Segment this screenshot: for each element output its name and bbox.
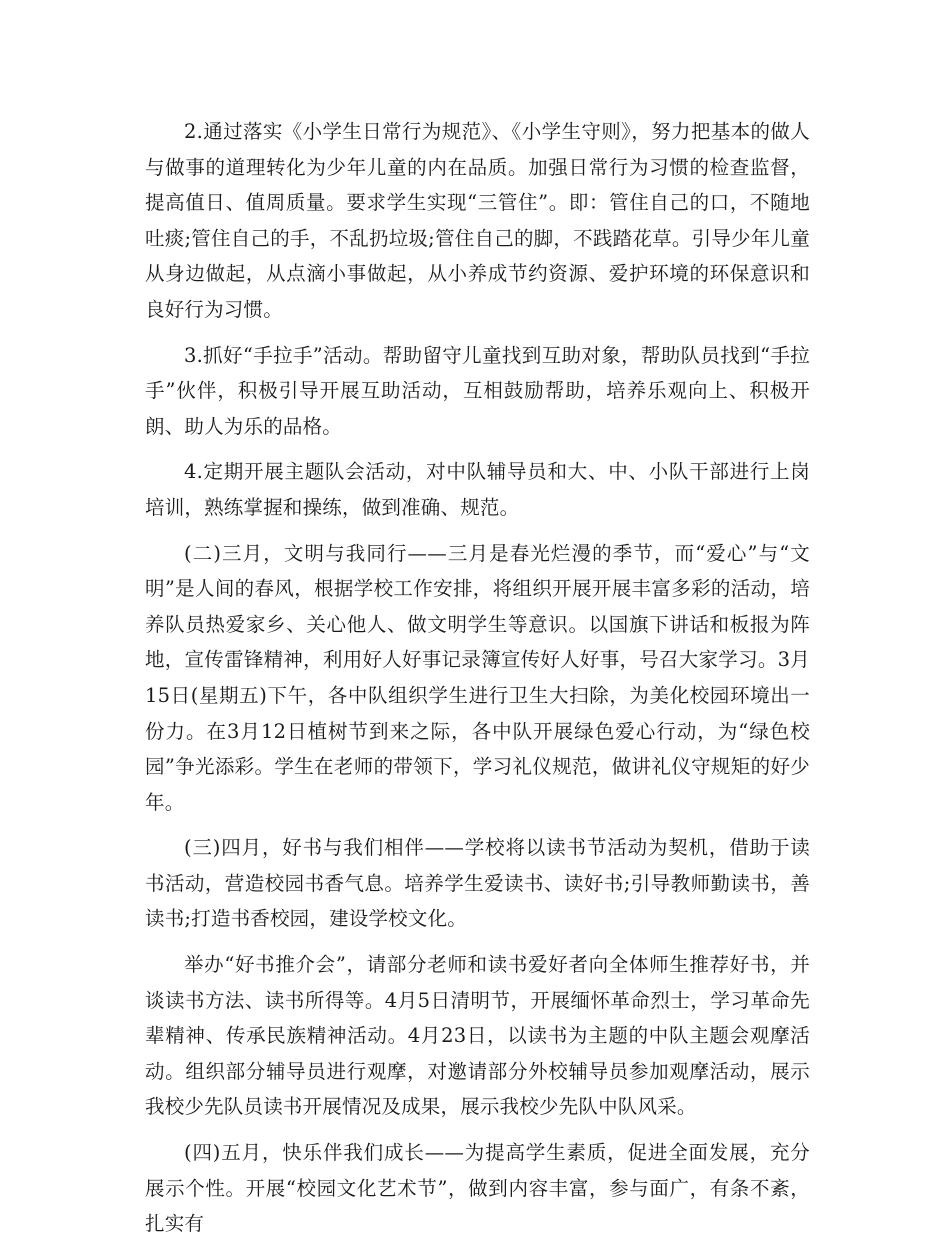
paragraph-item-4: 4.定期开展主题队会活动，对中队辅导员和大、中、小队干部进行上岗培训，熟练掌握和操练，做到准确、规范。 [145, 460, 810, 519]
paragraph-item-3: 3.抓好“手拉手”活动。帮助留守儿童找到互助对象，帮助队员找到“手拉手”伙伴，积极引导开展互助活动，互相鼓励帮助，培养乐观向上、积极开朗、助人为乐的品格。 [145, 343, 810, 438]
document-body [145, 114, 810, 1252]
paragraph-april: (三)四月，好书与我们相伴——学校将以读书节活动为契机，借助于读书活动，营造校园书香气息。培养学生爱读书、读好书;引导教师勤读书，善读书;打造书香校园，建设学校文化。 [145, 836, 810, 931]
paragraph-book-recommendation: 举办“好书推介会”，请部分老师和读书爱好者向全体师生推荐好书，并谈读书方法、读书所得等。4月5日清明节，开展缅怀革命烈士，学习革命先辈精神、传承民族精神活动。4月23日，以读书为主题的中队主题会观摩活动。组织部分辅导员进行观摩，对邀请部分外校辅导员参加观摩活动，展示我校少先队员读书开展情况及成果，展示我校少先队中队风采。 [145, 953, 810, 1119]
paragraph-march: (二)三月，文明与我同行——三月是春光烂漫的季节，而“爱心”与“文明”是人间的春风，根据学校工作安排，将组织开展开展丰富多彩的活动，培养队员热爱家乡、关心他人、做文明学生等意识。以国旗下讲话和板报为阵地，宣传雷锋精神，利用好人好事记录簿宣传好人好事，号召大家学习。3月15日(星期五)下午，各中队组织学生进行卫生大扫除，为美化校园环境出一份力。在3月12日植树节到来之际，各中队开展绿色爱心行动，为“绿色校园”争光添彩。学生在老师的带领下，学习礼仪规范，做讲礼仪守规矩的好少年。 [145, 541, 810, 814]
paragraph-may: (四)五月，快乐伴我们成长——为提高学生素质，促进全面发展，充分展示个性。开展“校园文化艺术节”，做到内容丰富，参与面广，有条不紊，扎实有 [145, 1141, 810, 1236]
paragraph-item-2: 2.通过落实《小学生日常行为规范》、《小学生守则》，努力把基本的做人与做事的道理转化为少年儿童的内在品质。加强日常行为习惯的检查监督，提高值日、值周质量。要求学生实现“三管住”。即：管住自己的口，不随地吐痰;管住自己的手，不乱扔垃圾;管住自己的脚，不践踏花草。引导少年儿童从身边做起，从点滴小事做起，从小养成节约资源、爱护环境的环保意识和良好行为习惯。 [145, 120, 810, 321]
